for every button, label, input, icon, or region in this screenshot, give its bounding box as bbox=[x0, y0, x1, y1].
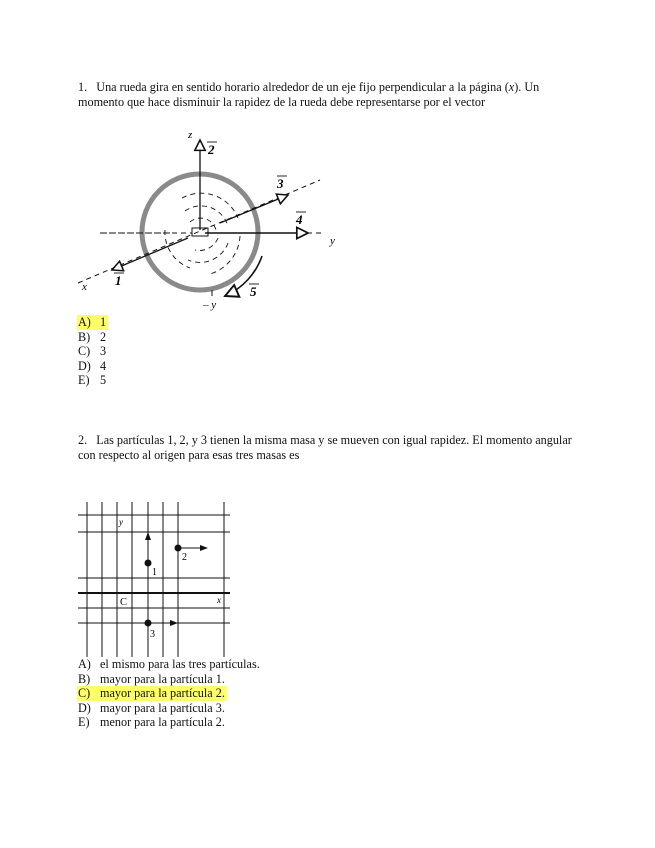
vector-2-label: 2 bbox=[208, 142, 215, 157]
wheel-figure bbox=[70, 118, 370, 318]
vector-1-label: 1 bbox=[115, 273, 122, 288]
option-d[interactable]: D) 4 bbox=[78, 358, 107, 373]
vector-4-label: 4 bbox=[296, 212, 303, 227]
particle-1-label: 1 bbox=[152, 567, 157, 578]
vector-5-label: 5 bbox=[250, 284, 257, 299]
option-d[interactable]: D) mayor para la partícula 3. bbox=[78, 700, 225, 715]
option-c[interactable]: C) 3 bbox=[78, 344, 107, 359]
axis-x-label: x bbox=[82, 281, 87, 293]
option-a[interactable]: A) el mismo para las tres partículas. bbox=[78, 657, 260, 671]
option-b[interactable]: B) 2 bbox=[78, 329, 107, 344]
question-1-text: 1. Una rueda gira en sentido horario alrededor de un eje fijo perpendicular a la página (x). Un momento que hace disminuir la rapidez de la rueda debe representarse por el vector bbox=[78, 80, 540, 109]
axis-neg-y-label: – y bbox=[203, 299, 217, 311]
particle-3-label: 3 bbox=[150, 629, 155, 640]
axis-y-label: y bbox=[119, 517, 123, 527]
origin-label: C bbox=[120, 597, 128, 608]
vector-3-label: 3 bbox=[277, 176, 284, 191]
question-1-number: 1. bbox=[78, 80, 88, 94]
option-a[interactable]: A) 1 bbox=[78, 315, 107, 329]
question-2-number: 2. bbox=[78, 433, 88, 447]
particle-3-velocity-arrow bbox=[170, 620, 178, 626]
option-e[interactable]: E) 5 bbox=[78, 373, 107, 388]
question-2-text: 2. Las partículas 1, 2, y 3 tienen la misma masa y se mueven con igual rapidez. El momento angular con respecto al origen para esas tres masas es bbox=[78, 433, 572, 462]
question-2-options bbox=[77, 657, 260, 730]
option-e[interactable]: E) menor para la partícula 2. bbox=[78, 715, 225, 730]
axis-x-label: x bbox=[217, 595, 221, 605]
axis-y-label: y bbox=[330, 235, 335, 247]
particle-1-velocity-arrow bbox=[145, 532, 151, 540]
option-b[interactable]: B) mayor para la partícula 1. bbox=[78, 671, 225, 686]
axis-z-label: z bbox=[188, 129, 193, 141]
option-c[interactable]: C) mayor para la partícula 2. bbox=[78, 686, 225, 701]
question-1-options bbox=[77, 315, 108, 388]
particles-grid-figure bbox=[78, 502, 234, 657]
particle-2-label: 2 bbox=[182, 552, 187, 563]
particle-2-velocity-arrow bbox=[200, 545, 208, 551]
